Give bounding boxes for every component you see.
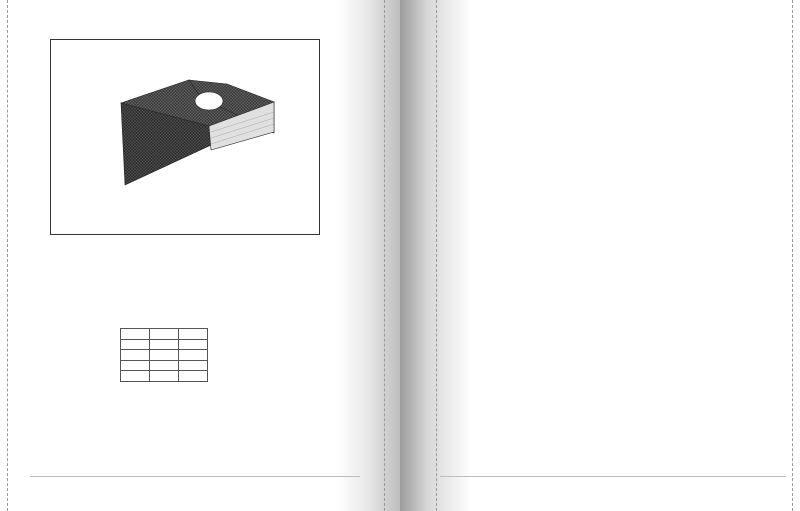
row-label — [112, 360, 121, 371]
table-cell — [121, 360, 150, 371]
footer-rule — [440, 476, 786, 477]
column-header — [150, 329, 179, 340]
table-row — [112, 360, 208, 371]
right-page — [400, 0, 800, 511]
pressure-coefficient-table — [112, 328, 208, 382]
crop-line-right — [792, 0, 793, 511]
table-row — [112, 339, 208, 350]
table-cell — [121, 350, 150, 361]
table-cell — [179, 371, 208, 382]
table-row — [112, 371, 208, 382]
crop-line-left — [7, 0, 8, 511]
table-cell — [121, 339, 150, 350]
table-cell — [179, 339, 208, 350]
table-cell — [121, 371, 150, 382]
table-cell — [150, 350, 179, 361]
row-label — [112, 350, 121, 361]
table-cell — [179, 360, 208, 371]
table-header-row — [112, 329, 208, 340]
crop-line-gutter-left — [384, 0, 385, 511]
column-header — [121, 329, 150, 340]
table-cell — [150, 339, 179, 350]
crop-line-gutter-right — [436, 0, 437, 511]
column-header — [179, 329, 208, 340]
row-label — [112, 339, 121, 350]
ansys-figure — [50, 39, 320, 235]
table-cell — [179, 350, 208, 361]
contour-legend-ticks — [76, 219, 296, 233]
table-corner — [112, 329, 121, 340]
table-cell — [150, 360, 179, 371]
row-label — [112, 371, 121, 382]
bracket-mesh-model — [51, 40, 319, 234]
table-cell — [150, 371, 179, 382]
table-row — [112, 350, 208, 361]
footer-rule — [30, 476, 360, 477]
